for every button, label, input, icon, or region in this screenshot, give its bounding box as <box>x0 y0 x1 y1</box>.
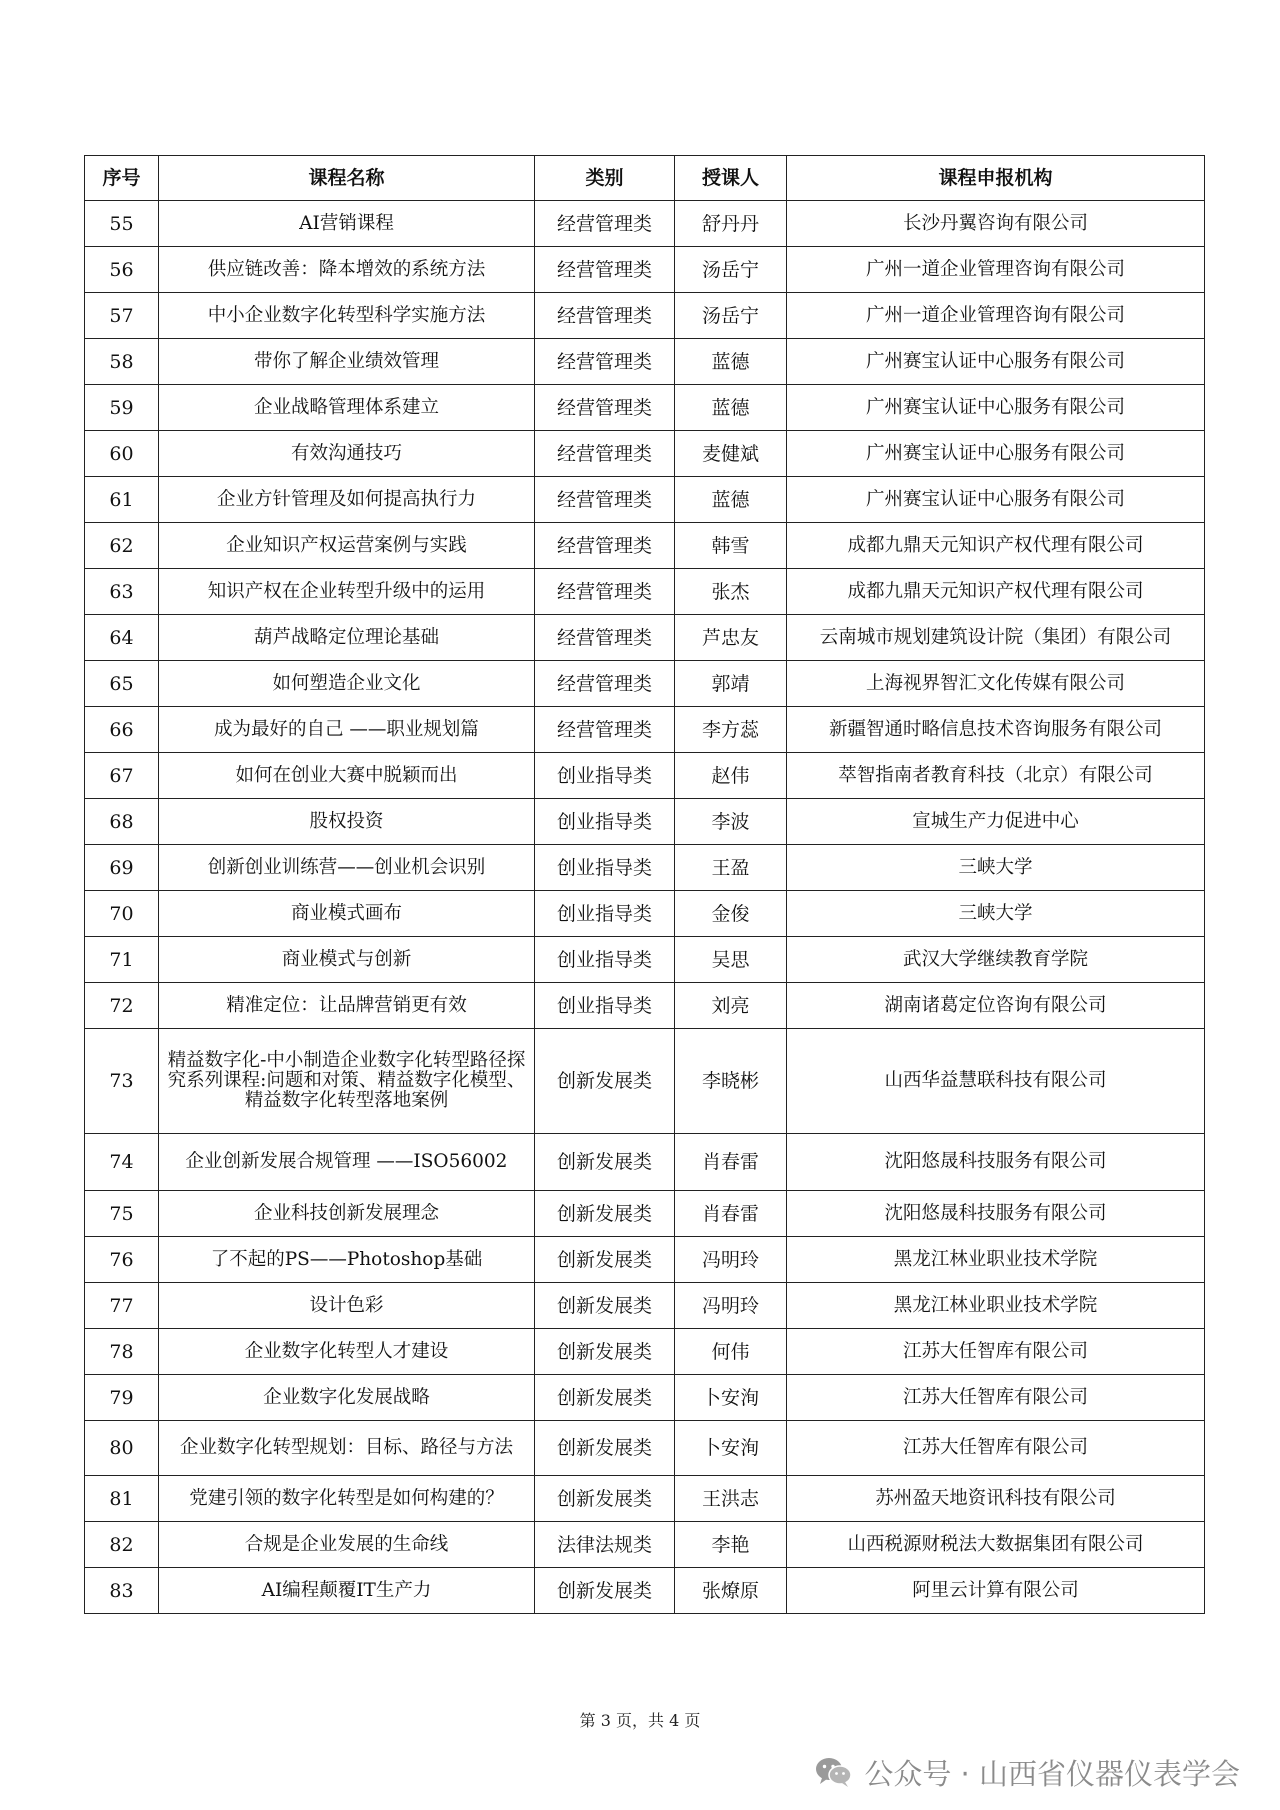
cell-category: 创新发展类 <box>535 1029 675 1134</box>
cell-lecturer: 刘亮 <box>675 983 787 1029</box>
cell-no: 58 <box>85 339 159 385</box>
cell-course-name: 供应链改善：降本增效的系统方法 <box>159 247 535 293</box>
cell-lecturer: 肖春雷 <box>675 1191 787 1237</box>
cell-no: 70 <box>85 891 159 937</box>
table-row <box>85 523 1205 569</box>
table-header-row <box>85 156 1205 201</box>
cell-no: 65 <box>85 661 159 707</box>
cell-course-name: 企业数字化转型人才建设 <box>159 1329 535 1375</box>
table-row <box>85 1522 1205 1568</box>
cell-lecturer: 蓝德 <box>675 339 787 385</box>
cell-lecturer: 蓝德 <box>675 385 787 431</box>
table-row <box>85 1375 1205 1421</box>
cell-organization: 三峡大学 <box>787 845 1205 891</box>
cell-category: 创新发展类 <box>535 1421 675 1476</box>
cell-course-name: 中小企业数字化转型科学实施方法 <box>159 293 535 339</box>
cell-category: 经营管理类 <box>535 707 675 753</box>
cell-no: 82 <box>85 1522 159 1568</box>
course-table <box>84 155 1205 1614</box>
cell-category: 创新发展类 <box>535 1568 675 1614</box>
cell-category: 经营管理类 <box>535 247 675 293</box>
table-row <box>85 799 1205 845</box>
cell-course-name: 知识产权在企业转型升级中的运用 <box>159 569 535 615</box>
cell-category: 经营管理类 <box>535 385 675 431</box>
wechat-icon <box>814 1755 854 1789</box>
cell-lecturer: 冯明玲 <box>675 1237 787 1283</box>
cell-category: 经营管理类 <box>535 615 675 661</box>
cell-course-name: 企业科技创新发展理念 <box>159 1191 535 1237</box>
cell-category: 经营管理类 <box>535 661 675 707</box>
cell-course-name: 企业创新发展合规管理 ——ISO56002 <box>159 1134 535 1191</box>
table-row <box>85 477 1205 523</box>
cell-organization: 沈阳悠晟科技服务有限公司 <box>787 1134 1205 1191</box>
cell-no: 63 <box>85 569 159 615</box>
cell-course-name: 企业数字化转型规划：目标、路径与方法 <box>159 1421 535 1476</box>
cell-lecturer: 李方蕊 <box>675 707 787 753</box>
cell-organization: 江苏大任智库有限公司 <box>787 1329 1205 1375</box>
cell-course-name: AI编程颠覆IT生产力 <box>159 1568 535 1614</box>
cell-organization: 新疆智通时略信息技术咨询服务有限公司 <box>787 707 1205 753</box>
table-row <box>85 1283 1205 1329</box>
cell-no: 55 <box>85 201 159 247</box>
cell-no: 67 <box>85 753 159 799</box>
table-row <box>85 569 1205 615</box>
table-body <box>85 201 1205 1614</box>
cell-category: 创业指导类 <box>535 891 675 937</box>
cell-organization: 成都九鼎天元知识产权代理有限公司 <box>787 523 1205 569</box>
table-row <box>85 201 1205 247</box>
cell-category: 创业指导类 <box>535 799 675 845</box>
cell-organization: 广州赛宝认证中心服务有限公司 <box>787 477 1205 523</box>
table-row <box>85 707 1205 753</box>
cell-course-name: 带你了解企业绩效管理 <box>159 339 535 385</box>
cell-course-name: 企业战略管理体系建立 <box>159 385 535 431</box>
cell-lecturer: 金俊 <box>675 891 787 937</box>
cell-organization: 苏州盈天地资讯科技有限公司 <box>787 1476 1205 1522</box>
header-organization: 课程申报机构 <box>787 156 1205 201</box>
cell-lecturer: 卜安洵 <box>675 1421 787 1476</box>
table-row <box>85 1421 1205 1476</box>
cell-organization: 广州赛宝认证中心服务有限公司 <box>787 431 1205 477</box>
table-row <box>85 937 1205 983</box>
cell-category: 经营管理类 <box>535 569 675 615</box>
cell-organization: 江苏大任智库有限公司 <box>787 1421 1205 1476</box>
cell-course-name: 合规是企业发展的生命线 <box>159 1522 535 1568</box>
table-row <box>85 891 1205 937</box>
table-row <box>85 661 1205 707</box>
cell-course-name: 成为最好的自己 ——职业规划篇 <box>159 707 535 753</box>
table-row <box>85 983 1205 1029</box>
table-row <box>85 1476 1205 1522</box>
cell-organization: 湖南诸葛定位咨询有限公司 <box>787 983 1205 1029</box>
cell-no: 59 <box>85 385 159 431</box>
cell-category: 创新发展类 <box>535 1329 675 1375</box>
table-row <box>85 1237 1205 1283</box>
cell-organization: 成都九鼎天元知识产权代理有限公司 <box>787 569 1205 615</box>
cell-category: 创业指导类 <box>535 753 675 799</box>
cell-category: 创新发展类 <box>535 1237 675 1283</box>
cell-course-name: AI营销课程 <box>159 201 535 247</box>
table-row <box>85 431 1205 477</box>
cell-lecturer: 郭靖 <box>675 661 787 707</box>
cell-lecturer: 李晓彬 <box>675 1029 787 1134</box>
cell-lecturer: 卜安洵 <box>675 1375 787 1421</box>
cell-no: 72 <box>85 983 159 1029</box>
cell-organization: 沈阳悠晟科技服务有限公司 <box>787 1191 1205 1237</box>
cell-course-name: 创新创业训练营——创业机会识别 <box>159 845 535 891</box>
cell-category: 创业指导类 <box>535 845 675 891</box>
cell-lecturer: 李艳 <box>675 1522 787 1568</box>
cell-no: 62 <box>85 523 159 569</box>
cell-lecturer: 张杰 <box>675 569 787 615</box>
cell-organization: 上海视界智汇文化传媒有限公司 <box>787 661 1205 707</box>
table-row <box>85 247 1205 293</box>
cell-course-name: 企业数字化发展战略 <box>159 1375 535 1421</box>
cell-course-name: 葫芦战略定位理论基础 <box>159 615 535 661</box>
cell-course-name: 党建引领的数字化转型是如何构建的？ <box>159 1476 535 1522</box>
cell-course-name: 有效沟通技巧 <box>159 431 535 477</box>
cell-category: 创新发展类 <box>535 1476 675 1522</box>
table-row <box>85 1568 1205 1614</box>
cell-category: 经营管理类 <box>535 477 675 523</box>
cell-lecturer: 韩雪 <box>675 523 787 569</box>
cell-lecturer: 吴思 <box>675 937 787 983</box>
header-category: 类别 <box>535 156 675 201</box>
cell-course-name: 精益数字化-中小制造企业数字化转型路径探究系列课程:问题和对策、精益数字化模型、精益数字化转型落地案例 <box>159 1029 535 1134</box>
cell-lecturer: 何伟 <box>675 1329 787 1375</box>
cell-lecturer: 舒丹丹 <box>675 201 787 247</box>
cell-lecturer: 王洪志 <box>675 1476 787 1522</box>
cell-no: 78 <box>85 1329 159 1375</box>
cell-organization: 广州一道企业管理咨询有限公司 <box>787 247 1205 293</box>
cell-course-name: 商业模式画布 <box>159 891 535 937</box>
cell-lecturer: 汤岳宁 <box>675 293 787 339</box>
cell-lecturer: 赵伟 <box>675 753 787 799</box>
table-row <box>85 293 1205 339</box>
cell-category: 经营管理类 <box>535 523 675 569</box>
cell-no: 61 <box>85 477 159 523</box>
cell-organization: 黑龙江林业职业技术学院 <box>787 1283 1205 1329</box>
cell-no: 80 <box>85 1421 159 1476</box>
cell-no: 66 <box>85 707 159 753</box>
cell-no: 60 <box>85 431 159 477</box>
cell-course-name: 如何塑造企业文化 <box>159 661 535 707</box>
cell-organization: 长沙丹翼咨询有限公司 <box>787 201 1205 247</box>
cell-organization: 萃智指南者教育科技（北京）有限公司 <box>787 753 1205 799</box>
cell-lecturer: 汤岳宁 <box>675 247 787 293</box>
table-row <box>85 845 1205 891</box>
cell-no: 76 <box>85 1237 159 1283</box>
cell-lecturer: 李波 <box>675 799 787 845</box>
cell-category: 创新发展类 <box>535 1191 675 1237</box>
cell-organization: 武汉大学继续教育学院 <box>787 937 1205 983</box>
watermark <box>814 1752 1240 1792</box>
cell-lecturer: 蓝德 <box>675 477 787 523</box>
cell-no: 57 <box>85 293 159 339</box>
cell-category: 经营管理类 <box>535 431 675 477</box>
table-row <box>85 339 1205 385</box>
cell-category: 法律法规类 <box>535 1522 675 1568</box>
cell-no: 75 <box>85 1191 159 1237</box>
cell-category: 创新发展类 <box>535 1134 675 1191</box>
cell-course-name: 企业方针管理及如何提高执行力 <box>159 477 535 523</box>
table-row <box>85 615 1205 661</box>
cell-no: 79 <box>85 1375 159 1421</box>
cell-organization: 山西华益慧联科技有限公司 <box>787 1029 1205 1134</box>
watermark-text: 公众号 · 山西省仪器仪表学会 <box>864 1756 1240 1791</box>
cell-organization: 宣城生产力促进中心 <box>787 799 1205 845</box>
cell-no: 69 <box>85 845 159 891</box>
cell-organization: 云南城市规划建筑设计院（集团）有限公司 <box>787 615 1205 661</box>
header-no: 序号 <box>85 156 159 201</box>
cell-course-name: 企业知识产权运营案例与实践 <box>159 523 535 569</box>
cell-lecturer: 麦健斌 <box>675 431 787 477</box>
header-lecturer: 授课人 <box>675 156 787 201</box>
cell-no: 64 <box>85 615 159 661</box>
cell-lecturer: 芦忠友 <box>675 615 787 661</box>
cell-category: 经营管理类 <box>535 201 675 247</box>
cell-course-name: 了不起的PS——Photoshop基础 <box>159 1237 535 1283</box>
table-row <box>85 753 1205 799</box>
page-number: 第 3 页，共 4 页 <box>579 1711 701 1730</box>
cell-organization: 三峡大学 <box>787 891 1205 937</box>
table-row <box>85 1329 1205 1375</box>
cell-organization: 广州一道企业管理咨询有限公司 <box>787 293 1205 339</box>
header-course-name: 课程名称 <box>159 156 535 201</box>
cell-no: 77 <box>85 1283 159 1329</box>
cell-course-name: 商业模式与创新 <box>159 937 535 983</box>
cell-category: 创新发展类 <box>535 1283 675 1329</box>
cell-organization: 江苏大任智库有限公司 <box>787 1375 1205 1421</box>
table-row <box>85 1134 1205 1191</box>
cell-no: 71 <box>85 937 159 983</box>
cell-lecturer: 张燎原 <box>675 1568 787 1614</box>
cell-category: 创新发展类 <box>535 1375 675 1421</box>
cell-organization: 黑龙江林业职业技术学院 <box>787 1237 1205 1283</box>
cell-no: 73 <box>85 1029 159 1134</box>
cell-organization: 阿里云计算有限公司 <box>787 1568 1205 1614</box>
cell-category: 创业指导类 <box>535 937 675 983</box>
cell-no: 74 <box>85 1134 159 1191</box>
cell-lecturer: 冯明玲 <box>675 1283 787 1329</box>
cell-no: 81 <box>85 1476 159 1522</box>
cell-no: 68 <box>85 799 159 845</box>
cell-lecturer: 王盈 <box>675 845 787 891</box>
cell-course-name: 设计色彩 <box>159 1283 535 1329</box>
cell-organization: 广州赛宝认证中心服务有限公司 <box>787 385 1205 431</box>
table-row <box>85 385 1205 431</box>
cell-organization: 山西税源财税法大数据集团有限公司 <box>787 1522 1205 1568</box>
cell-no: 83 <box>85 1568 159 1614</box>
cell-organization: 广州赛宝认证中心服务有限公司 <box>787 339 1205 385</box>
cell-course-name: 精准定位：让品牌营销更有效 <box>159 983 535 1029</box>
cell-no: 56 <box>85 247 159 293</box>
cell-category: 创业指导类 <box>535 983 675 1029</box>
cell-course-name: 股权投资 <box>159 799 535 845</box>
cell-category: 经营管理类 <box>535 339 675 385</box>
cell-lecturer: 肖春雷 <box>675 1134 787 1191</box>
table-row <box>85 1029 1205 1134</box>
table-row <box>85 1191 1205 1237</box>
cell-category: 经营管理类 <box>535 293 675 339</box>
cell-course-name: 如何在创业大赛中脱颖而出 <box>159 753 535 799</box>
